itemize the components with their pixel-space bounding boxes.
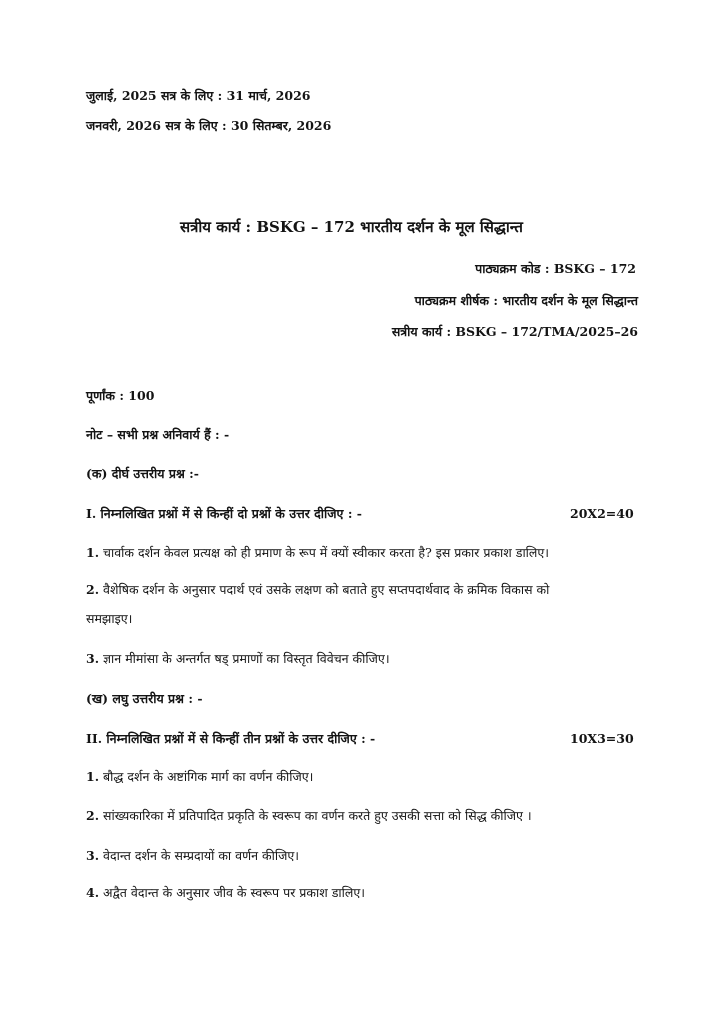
question-number: 1. — [86, 769, 100, 784]
assignment-title: सत्रीय कार्य : BSKG – 172 भारतीय दर्शन के मूल सिद्धान्त — [180, 218, 523, 236]
section-b-question — [86, 850, 299, 863]
question-text: बौद्ध दर्शन के अष्टांगिक मार्ग का वर्णन कीजिए। — [103, 769, 314, 784]
question-number: 1. — [86, 545, 100, 560]
question-number: 3. — [86, 651, 100, 666]
section-a-marks: 20X2=40 — [570, 506, 634, 521]
section-a-question — [86, 653, 390, 666]
question-text: वेदान्त दर्शन के सम्प्रदायों का वर्णन कीजिए। — [103, 848, 300, 863]
section-b-heading: (ख) लघु उत्तरीय प्रश्न : - — [86, 691, 203, 706]
section-a-heading: (क) दीर्घ उत्तरीय प्रश्न :- — [86, 466, 199, 481]
section-b-marks: 10X3=30 — [570, 731, 634, 746]
assignment-code: सत्रीय कार्य : BSKG – 172/TMA/2025–26 — [391, 324, 638, 339]
note: नोट – सभी प्रश्न अनिवार्य हैं : - — [86, 427, 230, 442]
question-number: 4. — [86, 885, 100, 900]
deadline-july-session: जुलाई, 2025 सत्र के लिए : 31 मार्च, 2026 — [86, 88, 311, 103]
question-number: 3. — [86, 848, 100, 863]
question-text: सांख्यकारिका में प्रतिपादित प्रकृति के स्वरूप का वर्णन करते हुए उसकी सत्ता को सिद्ध कीजिए । — [103, 808, 532, 823]
question-number: 2. — [86, 808, 100, 823]
deadline-january-session: जनवरी, 2026 सत्र के लिए : 30 सितम्बर, 2026 — [86, 118, 332, 133]
course-code: पाठ्यक्रम कोड : BSKG – 172 — [475, 261, 636, 276]
question-text: वैशेषिक दर्शन के अनुसार पदार्थ एवं उसके लक्षण को बताते हुए सप्तपदार्थवाद के क्रमिक विकास को — [103, 582, 550, 597]
question-number: 2. — [86, 582, 100, 597]
section-b-instruction: II. निम्नलिखित प्रश्नों में से किन्हीं तीन प्रश्नों के उत्तर दीजिए : - — [86, 731, 376, 746]
question-text: अद्वैत वेदान्त के अनुसार जीव के स्वरूप पर प्रकाश डालिए। — [103, 885, 365, 900]
section-b-question — [86, 771, 313, 784]
section-a-question — [86, 547, 549, 560]
section-b-question — [86, 810, 532, 823]
section-a-instruction: I. निम्नलिखित प्रश्नों में से किन्हीं दो प्रश्नों के उत्तर दीजिए : - — [86, 506, 362, 521]
max-marks: पूर्णांक : 100 — [86, 388, 155, 403]
question-text: ज्ञान मीमांसा के अन्तर्गत षड् प्रमाणों का विस्तृत विवेचन कीजिए। — [103, 651, 390, 666]
course-title: पाठ्यक्रम शीर्षक : भारतीय दर्शन के मूल सिद्धान्त — [414, 293, 638, 308]
section-a-question — [86, 584, 549, 597]
section-a-question-continuation: समझाइए। — [86, 611, 133, 626]
section-b-question — [86, 887, 365, 900]
question-text: चार्वाक दर्शन केवल प्रत्यक्ष को ही प्रमाण के रूप में क्यों स्वीकार करता है? इस प्रकार प्रकाश डालिए। — [103, 545, 550, 560]
